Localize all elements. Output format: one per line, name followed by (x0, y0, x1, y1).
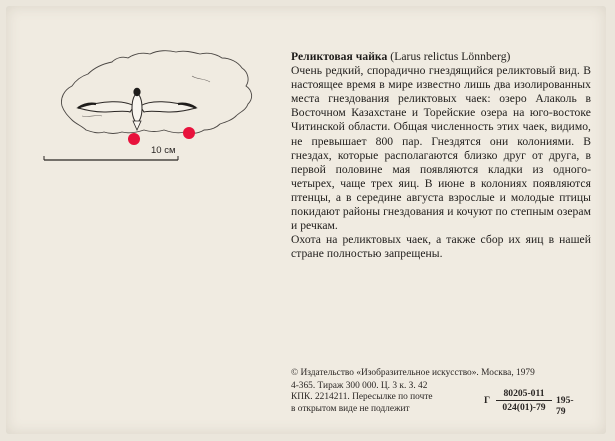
ussr-map-outline (61, 51, 251, 134)
article-title: Реликтовая чайка (291, 50, 388, 63)
latin-name: (Larus relictus Lönnberg) (390, 50, 511, 63)
nesting-site-alakol (128, 133, 140, 145)
seagull-drawing (78, 88, 196, 130)
publisher-line: © Издательство «Изобразительное искусство». Москва, 1979 (291, 368, 535, 378)
scale-label: 10 см (151, 145, 176, 156)
mail-info-2: в открытом виде не подлежит (291, 403, 410, 414)
postcard-back (6, 6, 606, 434)
code-numerator: 80205-011 (496, 388, 552, 401)
nesting-site-torey (183, 127, 195, 139)
mail-info: КПК. 2214211. Пересылке по почте (291, 392, 433, 403)
code-letter: Г (484, 395, 491, 406)
paragraph-protection: Охота на реликтовых чаек, а также сбор их яиц в нашей стране полностью запрещены. (291, 233, 591, 261)
article-heading (291, 50, 591, 64)
code-denominator: 024(01)-79 (502, 402, 546, 413)
print-info: 4-365. Тираж 300 000. Ц. 3 к. З. 42 (291, 381, 428, 392)
paragraph-description: Очень редкий, спорадично гнездящийся реликтовый вид. В настоящее время в мире известно лишь два изолированных места гнездования реликтовых чаек: озеро Алаколь в Восточном Казахстане и Торейские озера на юго-востоке Читинской области. Общая численность этих чаек, видимо, не превышает 800 пар. Гнездятся они колониями. В гнездах, которые располагаются близко друг от друга, в первой половине мая появляются кладки из одного-четырех, чаще трех яиц. В июне в колониях появляются птенцы, а в середине августа взрослые и молодые птицы покидают районы гнездования и кочуют по степным озерам и речкам. (291, 64, 591, 233)
code-price: 195-79 (556, 395, 574, 417)
code-fraction (496, 388, 552, 413)
article-text (291, 50, 591, 261)
